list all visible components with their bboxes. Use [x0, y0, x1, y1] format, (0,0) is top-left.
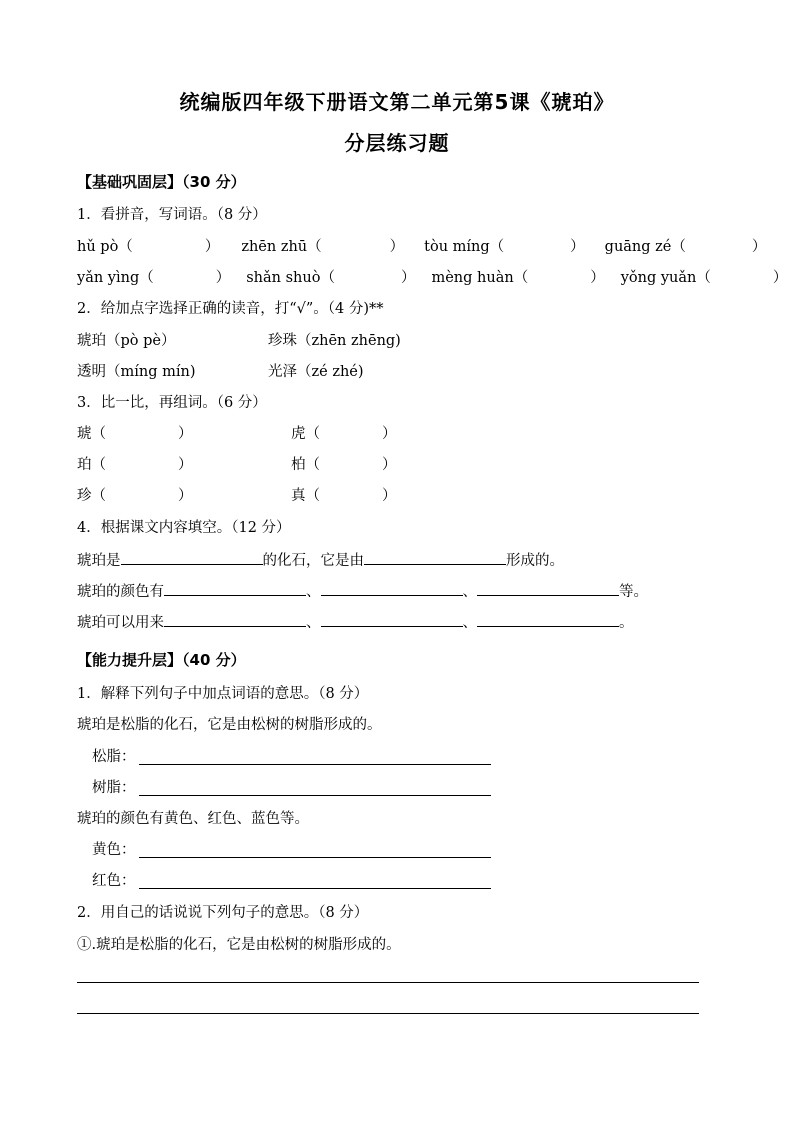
term-label: 红色： — [92, 873, 136, 889]
term-label: 黄色： — [92, 842, 136, 858]
fill-blank-line-3: 琥珀可以用来 、 、 。 — [77, 611, 634, 633]
answer-blank[interactable] — [121, 549, 263, 565]
pronunciation-item: 珍珠（zhēn zhēng) — [268, 333, 401, 349]
pinyin-item: zhēn zhū（ — [241, 239, 322, 255]
pronunciation-item: 琥珀（pò pè） — [77, 333, 176, 349]
compare-item: 珍（ ） — [77, 488, 193, 504]
example-sentence: 琥珀是松脂的化石，它是由松树的树脂形成的。 — [77, 717, 382, 733]
pronunciation-item: 透明（míng mín) — [77, 364, 196, 380]
pinyin-row-1: hǔ pò（ ） zhēn zhū（ ） tòu míng（ ） guāng zé（ ） — [77, 239, 767, 255]
answer-line[interactable] — [139, 795, 491, 796]
example-sentence: 琥珀的颜色有黄色、红色、蓝色等。 — [77, 811, 309, 827]
question-2-text: 2．用自己的话说说下列句子的意思。（8 分） — [77, 905, 369, 921]
question-1-text: 1．看拼音，写词语。（8 分） — [77, 207, 267, 223]
question-1-text: 1．解释下列句子中加点词语的意思。（8 分） — [77, 686, 369, 702]
answer-blank[interactable] — [321, 580, 463, 596]
answer-blank[interactable] — [364, 549, 506, 565]
section-heading-advanced: 【能力提升层】（40 分） — [77, 651, 246, 669]
fill-blank-line-1: 琥珀是 的化石，它是由 形成的。 — [77, 549, 564, 571]
pinyin-item: hǔ pò（ — [77, 239, 133, 255]
question-3-text: 3．比一比，再组词。（6 分） — [77, 395, 267, 411]
term-label: 树脂： — [92, 780, 136, 796]
pinyin-item: yǎn yìng（ — [77, 270, 154, 286]
answer-line[interactable] — [77, 982, 699, 983]
compare-item: 真（ ） — [291, 488, 397, 504]
section-heading-basic: 【基础巩固层】（30 分） — [77, 173, 246, 191]
answer-blank[interactable] — [477, 580, 619, 596]
answer-blank[interactable] — [477, 611, 619, 627]
pinyin-row-2: yǎn yìng（ ） shǎn shuò（ ） mèng huàn（ ） yǒng yuǎn（ ） — [77, 270, 788, 286]
pinyin-item: tòu míng（ — [424, 239, 505, 255]
compare-item: 柏（ ） — [291, 457, 397, 473]
pinyin-item: mèng huàn（ — [431, 270, 529, 286]
question-4-text: 4．根据课文内容填空。（12 分） — [77, 520, 291, 536]
pronunciation-item: 光泽（zé zhé) — [268, 364, 364, 380]
question-2-text: 2．给加点字选择正确的读音，打“√”。（4 分)** — [77, 301, 384, 317]
term-label: 松脂： — [92, 749, 136, 765]
pinyin-item: yǒng yuǎn（ — [620, 270, 711, 286]
answer-blank[interactable] — [321, 611, 463, 627]
compare-item: 珀（ ） — [77, 457, 193, 473]
worksheet-title: 统编版四年级下册语文第二单元第5课《琥珀》 — [179, 90, 615, 114]
worksheet-subtitle: 分层练习题 — [344, 131, 450, 155]
pinyin-item: guāng zé（ — [604, 239, 686, 255]
answer-blank[interactable] — [164, 611, 306, 627]
answer-line[interactable] — [139, 764, 491, 765]
example-sentence: ①.琥珀是松脂的化石，它是由松树的树脂形成的。 — [77, 937, 401, 953]
answer-line[interactable] — [77, 1013, 699, 1014]
answer-blank[interactable] — [164, 580, 306, 596]
fill-blank-line-2: 琥珀的颜色有 、 、 等。 — [77, 580, 648, 602]
pinyin-item: shǎn shuò（ — [246, 270, 335, 286]
answer-line[interactable] — [139, 888, 491, 889]
compare-item: 琥（ ） — [77, 426, 193, 442]
compare-item: 虎（ ） — [291, 426, 397, 442]
answer-line[interactable] — [139, 857, 491, 858]
